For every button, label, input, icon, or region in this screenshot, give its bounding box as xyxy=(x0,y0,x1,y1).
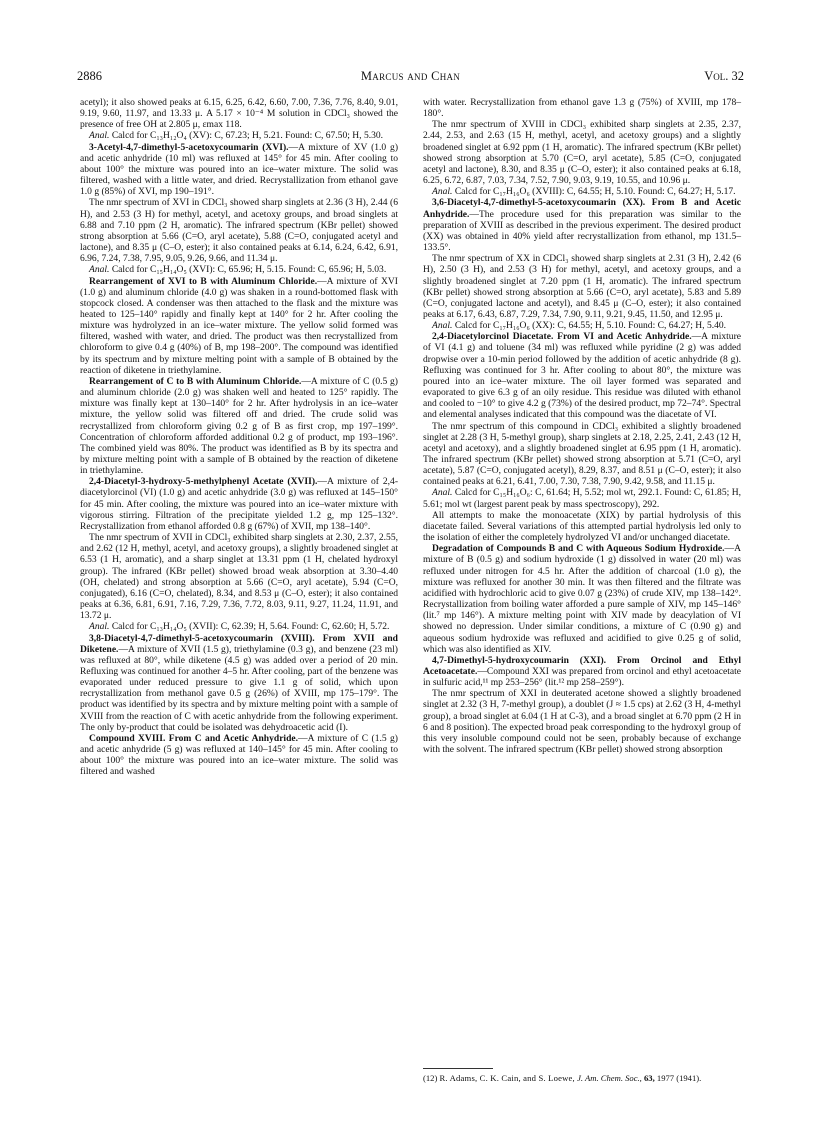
analysis-label: Anal. xyxy=(89,621,110,633)
footnote-12 xyxy=(423,1073,741,1083)
analysis-label: Anal. xyxy=(432,487,453,499)
body-paragraph xyxy=(423,119,741,186)
paragraph-text: The nmr spectrum of XVIII in CDCl₃ exhibited sharp singlets at 2.35, 2.37, 2.44, 2.53, and 2.63 (15 H, methyl, acetyl, and acetoxy groups) and a slightly broadened singlet at 6.92 ppm (1 H, aromatic). The infrared spectrum (KBr pellet) showed strong absorption at 5.70 (C=O, aryl acetate), 5.85 (C=O, conjugated acetyl and lactone), 8.30, and 8.35 μ (C–O, ester); it also contained peaks at 6.18, 6.25, 6.72, 6.87, 7.03, 7.34, 7.52, 7.90, 9.03, 9.19, 10.55, and 10.96 μ. xyxy=(423,119,741,187)
body-paragraph xyxy=(80,532,398,621)
experimental-section xyxy=(423,543,741,655)
experimental-section xyxy=(423,331,741,420)
analysis-label: Anal. xyxy=(89,264,110,276)
footnote-divider xyxy=(423,1068,493,1069)
section-heading: Compound XVIII. From C and Acetic Anhydride. xyxy=(89,732,299,744)
paragraph-text: The nmr spectrum of XX in CDCl₃ showed sharp singlets at 2.31 (3 H), 2.42 (6 H), 2.50 (3 H), and 2.53 (3 H) for methyl, acetyl, and acetoxy groups, and a slightly broadened singlet at 7.20 ppm (1 H, aromatic). The infrared spectrum (KBr pellet) showed strong absorption at 5.66 (C=O, aryl acetate), 5.83 and 5.89 (C=O, conjugated lactone and acetyl), and 8.45 μ (C–O, ester); it also contained peaks at 6.17, 6.43, 6.87, 7.29, 7.34, 7.90, 9.11, 9.21, 9.45, 11.50, and 12.95 μ. xyxy=(423,253,741,320)
paragraph-text: —A mixture of 2,4-diacetylorcinol (VI) (1.0 g) and acetic anhydride (3.0 g) was refluxed at 145–150° for 45 min. After cooling, the mixture was poured into an ice–water mixture with vigorous stirring. Filtration of the precipitate yielded 1.2 g, mp 125–132°. Recrystallization from ethanol afforded 0.8 g (67%) of XVII, mp 138–140°. xyxy=(80,476,398,532)
experimental-section xyxy=(423,197,741,253)
paragraph-text: The nmr spectrum of XVI in CDCl₃ showed sharp singlets at 2.36 (3 H), 2.44 (6 H), and 2.53 (3 H) for methyl, acetyl, and acetoxy groups, and broad singlets at 6.88 and 7.10 ppm (2 H, aromatic). The infrared spectrum (KBr pellet) showed strong absorption at 5.66 (C=O, aryl acetate), 5.88 (C=O, conjugated acetyl and lactone), and 8.35 μ (C–O, ester); it also contained peaks at 6.14, 6.24, 6.42, 6.91, 6.96, 7.24, 7.38, 7.95, 9.05, 9.26, 9.66, and 11.34 μ. xyxy=(80,197,398,265)
experimental-section xyxy=(80,476,398,532)
section-heading: Rearrangement of C to B with Aluminum Chloride. xyxy=(89,375,302,387)
elemental-analysis xyxy=(423,186,741,197)
section-heading: Rearrangement of XVI to B with Aluminum Chloride. xyxy=(89,275,318,287)
left-text-column xyxy=(80,97,398,778)
paragraph-text: —A mixture of C (1.5 g) and acetic anhydride (5 g) was refluxed at 140–145° for 45 min. After cooling to about 100° the mixture was poured into an ice–water mixture. The solid was filtered and washed xyxy=(80,732,398,778)
section-heading: 3,6-Diacetyl-4,7-dimethyl-5-acetoxycoumarin (XX). From B and Acetic Anhydride. xyxy=(423,197,741,220)
page-number: 2886 xyxy=(77,69,102,83)
elemental-analysis xyxy=(423,487,741,509)
paragraph-text: —A mixture of XV (1.0 g) and acetic anhydride (10 ml) was refluxed at 145° for 45 min. After cooling to about 100° the mixture was poured into an ice–water mixture. The solid was filtered, washed with a little water, and dried. Recrystallization from ethanol gave 1.0 g (85%) of XVI, mp 190–191°. xyxy=(80,141,398,198)
analysis-label: Anal. xyxy=(432,186,453,198)
right-text-column xyxy=(423,97,741,755)
body-paragraph xyxy=(423,421,741,488)
elemental-analysis xyxy=(423,320,741,331)
paragraph-text: acetyl); it also showed peaks at 6.15, 6.25, 6.42, 6.60, 7.00, 7.36, 7.76, 8.40, 9.01, 9.19, 9.60, 11.97, and 13.33 μ. A 5.17 × 10⁻⁴ M solution in CDCl₃ showed the presence of free OH at 2.805 μ, εmax 118. xyxy=(80,97,398,131)
experimental-section xyxy=(80,733,398,778)
analysis-text: Calcd for C₁₃H₁₂O₄ (XV): C, 67.23; H, 5.21. Found: C, 67.50; H, 5.30. xyxy=(111,130,384,142)
footnote-volume: 63, xyxy=(643,1073,655,1083)
analysis-text: Calcd for C₁₅H₁₆O₆: C, 61.64; H, 5.52; mol wt, 292.1. Found: C, 61.85; H, 5.61; mol wt (largest parent peak by mass spectroscopy), 292. xyxy=(423,487,741,510)
continued-paragraph xyxy=(80,97,398,130)
section-heading: Degradation of Compounds B and C with Aqueous Sodium Hydroxide. xyxy=(432,543,725,555)
paragraph-text: The nmr spectrum of XVII in CDCl₃ exhibited sharp singlets at 2.30, 2.37, 2.55, and 2.62 (12 H, methyl, acetyl, and acetoxy groups), a slightly broadened singlet at 6.53 (1 H, aromatic), and a sharp singlet at 13.31 ppm (1 H, chelated hydroxyl group). The infrared (KBr pellet) showed broad weak absorption at 3.30–4.40 (OH, chelated) and strong absorption at 5.66 (C=O, aryl acetate), 5.94 (C=O, conjugated), 6.16 (C=O, chelated), 8.34, and 8.53 μ (C–O, ester); it also contained peaks at 6.36, 6.81, 6.91, 7.16, 7.29, 7.36, 7.72, 8.03, 9.11, 9.27, 11.24, 11.91, and 13.72 μ. xyxy=(80,532,398,622)
paragraph-text: —A mixture of C (0.5 g) and aluminum chloride (2.0 g) was shaken well and heated to 125° rapidly. The mixture was finally kept at 130–140° for 2 hr. After hydrolysis in an ice–water mixture, the yellow solid was filtered off and dried. The crude solid was recrystallized from chloroform giving 0.2 g of B as first crop, mp 197–199°. Concentration of chloroform afforded additional 0.2 g of product, mp 193–196°. The combined yield was 80%. The product was identified as B by its spectra and by mixture melting point with a sample of B obtained by the reaction of diketene in triethylamine. xyxy=(80,375,398,477)
paragraph-text: —A mixture of VI (4.1 g) and toluene (34 ml) was refluxed while pyridine (2 g) was added dropwise over a 10-min period followed by the addition of acetic anhydride (8 g). Refluxing was continued for 3 hr. After cooling to about 80°, the mixture was poured into an ice–water mixture. The oil layer formed was separated and evaporated to give 6.3 g of an oily residue. This residue was diluted with ethanol and cooled to −10° to give 4.2 g (73%) of the desired product, mp 72–74°. Spectral and elemental analyses indicated that this compound was the diacetate of VI. xyxy=(423,331,742,421)
analysis-text: Calcd for C₁₃H₁₄O₅ (XVII): C, 62.39; H, 5.64. Found: C, 62.60; H, 5.72. xyxy=(111,621,390,633)
paragraph-text: All attempts to make the monoacetate (XIX) by partial hydrolysis of this diacetate failed. Several variations of this attempted partial hydrolysis led only to the isolation of either the completely hydrolyzed VI and/or unchanged diacetate. xyxy=(423,509,741,544)
paragraph-text: —Compound XXI was prepared from orcinol and ethyl acetoacetate in sulfuric acid,¹¹ mp 253–256° (lit.¹² mp 258–259°). xyxy=(423,665,741,689)
footnote-authors: R. Adams, C. K. Cain, and S. Loewe, xyxy=(439,1073,575,1083)
volume-label: Vol. 32 xyxy=(704,69,744,83)
experimental-section xyxy=(80,376,398,476)
analysis-label: Anal. xyxy=(432,320,453,332)
section-heading: 3-Acetyl-4,7-dimethyl-5-acetoxycoumarin (XVI). xyxy=(89,141,289,153)
body-paragraph xyxy=(423,510,741,543)
body-paragraph xyxy=(423,253,741,320)
paragraph-text: —A mixture of B (0.5 g) and sodium hydroxide (1 g) dissolved in water (20 ml) was refluxed under nitrogen for 4.5 hr. After the addition of charcoal (1.0 g), the mixture was refluxed for another 30 min. It was then filtered and the filtrate was acidified with hydrochloric acid to give 0.07 g (23%) of crude XIV, mp 138–142°. Recrystallization from boiling water afforded a pure sample of XIV, mp 145–146° (lit.⁷ mp 146°). A mixture melting point with XIV made by deacylation of VI showed no depression. Under similar conditions, a mixture of C (0.90 g) and aqueous sodium hydroxide was refluxed and acidified to give 0.25 g of solid, which was also identified as XIV. xyxy=(423,543,741,655)
paragraph-text: —A mixture of XVII (1.5 g), triethylamine (0.3 g), and benzene (23 ml) was refluxed at 80°, while diketene (4.5 g) was added over a period of 20 min. Refluxing was continued for another 4–5 hr. After cooling, part of the benzene was evaporated under reduced pressure to give 1.1 g of solid, which upon recrystallization from methanol gave 0.5 g (26%) of XVIII, mp 175–179°. The product was identified by its spectra and by mixture melting point with a sample of XVIII from the reaction of C with acetic anhydride from the following experiment. The only by-product that could be isolated was dehydroacetic acid (I). xyxy=(80,643,398,733)
footnote-marker: (12) xyxy=(423,1073,438,1083)
experimental-section xyxy=(80,276,398,376)
footnote-journal: J. Am. Chem. Soc., xyxy=(577,1073,642,1083)
analysis-text: Calcd for C₁₇H₁₆O₆ (XX): C, 64.55; H, 5.10. Found: C, 64.27; H, 5.40. xyxy=(454,320,727,332)
section-heading: 2,4-Diacetylorcinol Diacetate. From VI and Acetic Anhydride. xyxy=(432,331,692,343)
body-paragraph xyxy=(80,197,398,264)
paragraph-text: —A mixture of XVI (1.0 g) and aluminum chloride (4.0 g) was shaken in a round-bottomed flask with stopcock closed. A condenser was then attached to the flask and the mixture was heated to 125–140° rapidly and finally kept at 140° for 2 hr. After cooling the mixture was hydrolyzed in an ice–water mixture. The yellow solid formed was filtered, washed with water, and dried. The product was then recrystallized from chloroform to give 0.4 g (40%) of B, mp 198–200°. The compound was identified by its spectrum and by mixture melting point with a sample of B obtained by the reaction of diketene in triethylamine. xyxy=(80,275,398,376)
body-paragraph xyxy=(423,688,741,755)
experimental-section xyxy=(423,655,741,688)
paragraph-text: with water. Recrystallization from ethanol gave 1.3 g (75%) of XVIII, mp 178–180°. xyxy=(423,97,741,120)
footnote-pages-year: 1977 (1941). xyxy=(656,1073,702,1083)
paragraph-text: —The procedure used for this preparation was similar to the preparation of XVIII as described in the previous experiment. The desired product (XX) was obtained in 40% yield after recrystallization from ethanol, mp 131.5–133.5°. xyxy=(423,208,741,254)
analysis-label: Anal. xyxy=(89,130,110,142)
experimental-section xyxy=(80,633,398,733)
elemental-analysis xyxy=(80,130,398,141)
page-header xyxy=(77,69,744,85)
paragraph-text: The nmr spectrum of this compound in CDCl₃ exhibited a slightly broadened singlet at 2.28 (3 H, 5-methyl group), sharp singlets at 2.18, 2.25, 2.41, 2.43 (12 H, acetyl and acetoxy), and a slightly broadened singlet at 6.95 ppm (1 H, aromatic). The infrared spectrum (KBr pellet) showed strong absorption at 5.71 (C=O, aryl acetate), 5.87 (C=O, conjugated acetyl), 8.29, 8.37, and 8.51 μ (C–O, ester); it also contained peaks at 6.21, 6.41, 7.00, 7.30, 7.38, 7.90, 9.42, 9.58, and 11.15 μ. xyxy=(423,420,741,488)
section-heading: 2,4-Diacetyl-3-hydroxy-5-methylphenyl Acetate (XVII). xyxy=(89,476,318,488)
paragraph-text: The nmr spectrum of XXI in deuterated acetone showed a slightly broadened singlet at 2.32 (3 H, 7-methyl group), a doublet (J ≈ 1.5 cps) at 2.62 (3 H, 4-methyl group), a broad singlet at 6.04 (1 H at C-3), and a broad singlet at 6.70 ppm (2 H in 6 and 8 position). The expected broad peak corresponding to the hydroxyl group of this very insoluble compound could not be seen, probably because of exchange with the solvent. The infrared spectrum (KBr pellet) showed strong absorption xyxy=(423,688,741,756)
elemental-analysis xyxy=(80,264,398,275)
section-heading: 3,8-Diacetyl-4,7-dimethyl-5-acetoxycoumarin (XVIII). From XVII and Diketene. xyxy=(80,632,398,655)
experimental-section xyxy=(80,142,398,198)
continued-paragraph xyxy=(423,97,741,119)
section-heading: 4,7-Dimethyl-5-hydroxycoumarin (XXI). From Orcinol and Ethyl Acetoacetate. xyxy=(423,654,741,677)
analysis-text: Calcd for C₁₇H₁₆O₆ (XVIII): C, 64.55; H, 5.10. Found: C, 64.27; H, 5.17. xyxy=(454,186,736,198)
running-title: Marcus and Chan xyxy=(360,69,461,83)
elemental-analysis xyxy=(80,621,398,632)
analysis-text: Calcd for C₁₅H₁₄O₅ (XVI): C, 65.96; H, 5.15. Found: C, 65.96; H, 5.03. xyxy=(111,264,387,276)
